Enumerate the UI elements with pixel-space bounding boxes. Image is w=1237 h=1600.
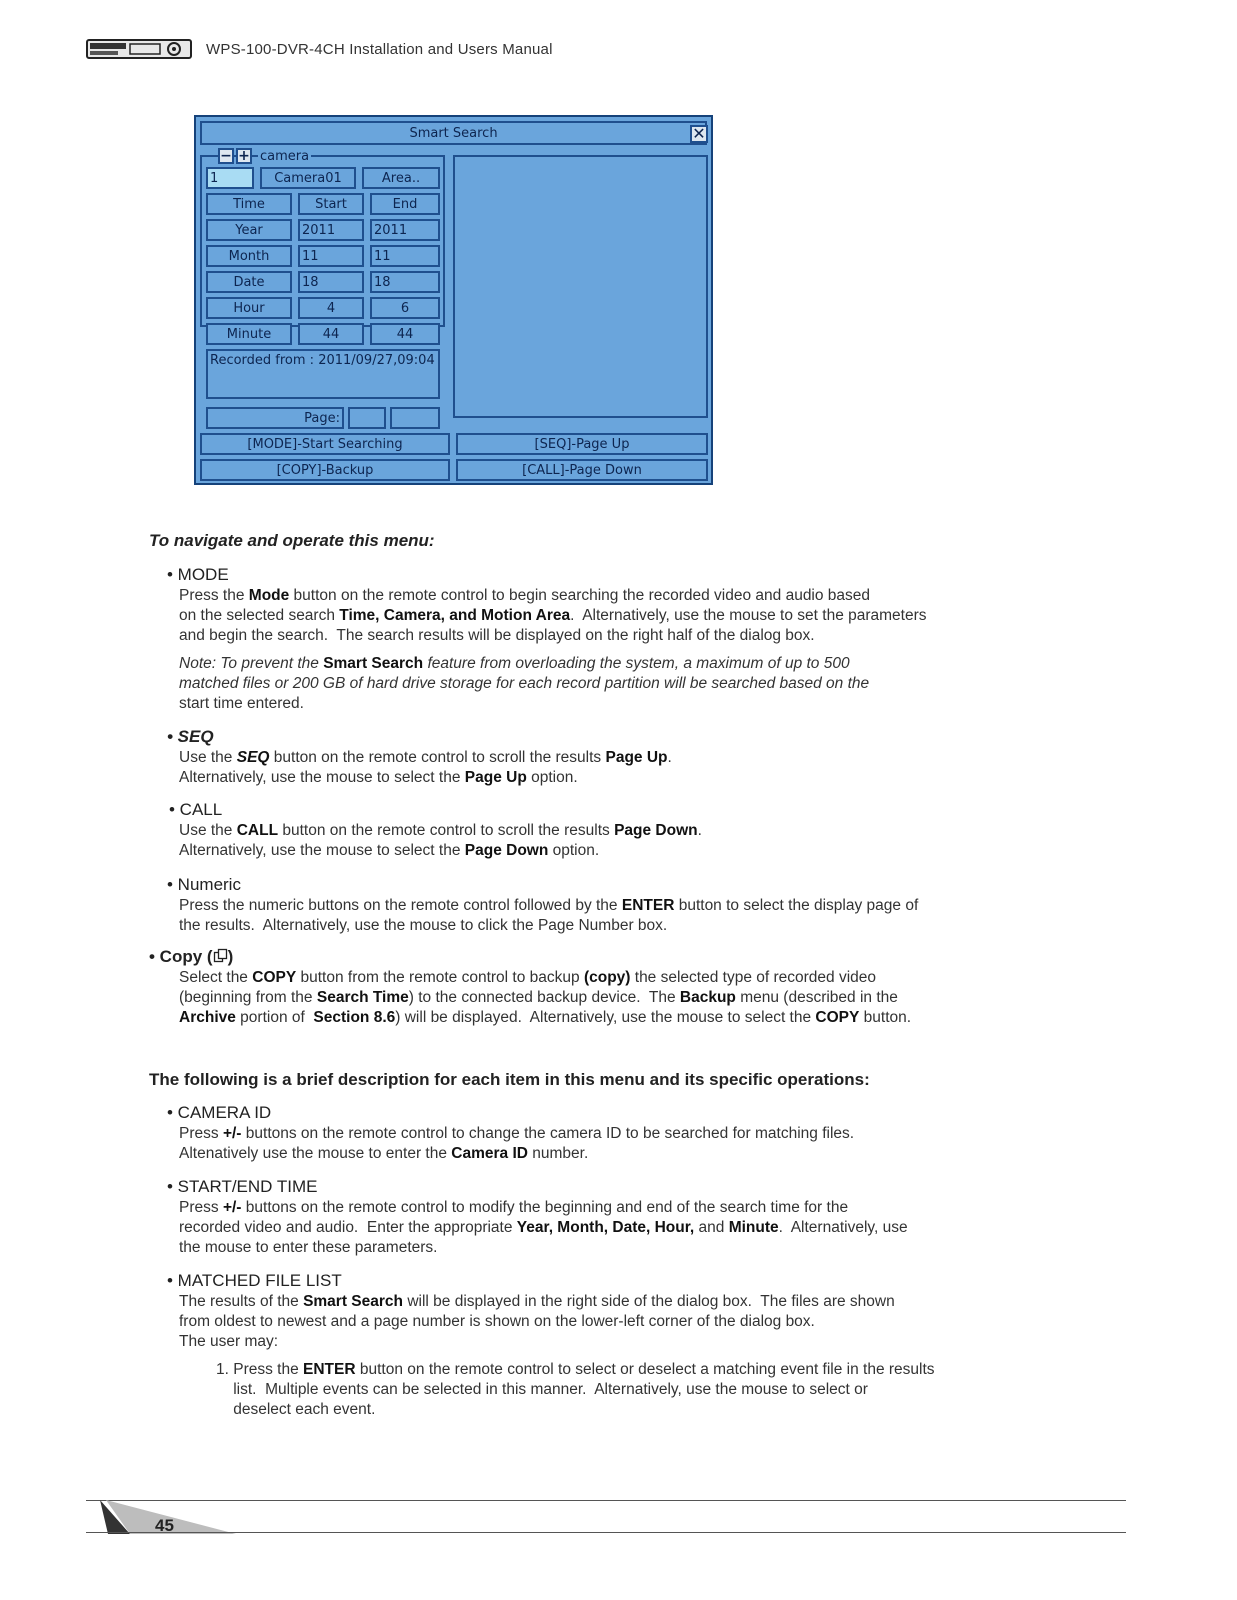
close-icon[interactable]: ✕ — [690, 125, 708, 143]
collapse-button[interactable]: − — [218, 148, 234, 164]
numeric-text: Press the numeric buttons on the remote control followed by the ENTER button to select the display page of the results. Alternatively, use the mouse to click the Page Number box. — [179, 897, 919, 934]
year-label: Year — [206, 219, 292, 241]
hour-start-input[interactable]: 4 — [298, 297, 364, 319]
page-down-button[interactable]: [CALL]-Page Down — [456, 459, 708, 481]
mode-item-title: • MODE — [167, 565, 229, 584]
nav-heading: To navigate and operate this menu: — [149, 531, 435, 550]
dialog-title: Smart Search — [200, 121, 707, 145]
matched-file-list-text: The results of the Smart Search will be displayed in the right side of the dialog box. The files are shown from oldest to newest and a page number is shown on the lower-left corner of the dialog box. — [179, 1293, 895, 1330]
page-up-button[interactable]: [SEQ]-Page Up — [456, 433, 708, 455]
minute-end-input[interactable]: 44 — [370, 323, 440, 345]
page-total-field — [390, 407, 440, 429]
camera-name-field: Camera01 — [260, 167, 356, 189]
year-end-input[interactable]: 2011 — [370, 219, 440, 241]
copy-item-title: • Copy ( ) — [149, 947, 234, 966]
user-may-text: The user may: — [179, 1333, 279, 1350]
month-start-input[interactable]: 11 — [298, 245, 364, 267]
backup-button[interactable]: [COPY]-Backup — [200, 459, 450, 481]
recorded-from-box — [206, 349, 440, 399]
minute-label: Minute — [206, 323, 292, 345]
camera-id-input[interactable]: 1 — [206, 167, 254, 189]
seq-item-title: • SEQ — [167, 727, 214, 746]
expand-button[interactable]: + — [236, 148, 252, 164]
start-header: Start — [298, 193, 364, 215]
time-header: Time — [206, 193, 292, 215]
camera-id-text: Press +/- buttons on the remote control to change the camera ID to be searched for matching files. Altenatively use the mouse to enter the Camera ID number. — [179, 1125, 855, 1162]
start-searching-button[interactable]: [MODE]-Start Searching — [200, 433, 450, 455]
month-label: Month — [206, 245, 292, 267]
page-label: Page: — [206, 407, 344, 429]
hour-end-input[interactable]: 6 — [370, 297, 440, 319]
copy-icon — [213, 948, 228, 963]
date-start-input[interactable]: 18 — [298, 271, 364, 293]
date-label: Date — [206, 271, 292, 293]
hour-label: Hour — [206, 297, 292, 319]
list-step-1: 1. Press the ENTER button on the remote control to select or deselect a matching event file in the results list. Multiple events can be selected in this manner. Alternatively, use the mouse to select or deselect each event. — [216, 1361, 935, 1418]
date-end-input[interactable]: 18 — [370, 271, 440, 293]
page-header — [86, 36, 553, 62]
matched-file-list-item-title: • MATCHED FILE LIST — [167, 1271, 342, 1290]
month-end-input[interactable]: 11 — [370, 245, 440, 267]
footer-rule-bottom — [86, 1532, 1126, 1533]
dvr-device-icon — [86, 38, 192, 60]
seq-text: Use the SEQ button on the remote control to scroll the results Page Up. Alternatively, use the mouse to select the Page Up option. — [179, 749, 672, 786]
desc-heading: The following is a brief description for each item in this menu and its specific operations: — [149, 1070, 870, 1089]
minute-start-input[interactable]: 44 — [298, 323, 364, 345]
page-number-input[interactable] — [348, 407, 386, 429]
recorded-from-text: Recorded from : 2011/09/27,09:04 — [210, 353, 435, 368]
copy-text: Select the COPY button from the remote control to backup (copy) the selected type of recorded video (beginning from the Search Time) to the connected backup device. The Backup menu (described in the Archive portion of Section 8.6) will be displayed. Alternatively, use the mouse to select the COPY button. — [179, 969, 912, 1026]
footer-rule-top — [86, 1500, 1126, 1501]
call-item-title: • CALL — [169, 800, 223, 819]
smart-search-dialog — [194, 115, 713, 485]
start-end-time-text: Press +/- buttons on the remote control to modify the beginning and end of the search time for the recorded video and audio. Enter the appropriate Year, Month, Date, Hour, and Minute. Alternatively, use the mouse to enter these parameters. — [179, 1199, 908, 1256]
page-number: 45 — [155, 1516, 174, 1535]
results-panel[interactable] — [453, 155, 708, 418]
mode-note: Note: To prevent the Smart Search feature from overloading the system, a maximum of up to 500 matched files or 200 GB of hard drive storage for each record partition will be searched based on the start time entered. — [179, 655, 870, 712]
manual-title: WPS-100-DVR-4CH Installation and Users Manual — [206, 40, 553, 58]
start-end-time-item-title: • START/END TIME — [167, 1177, 318, 1196]
camera-id-item-title: • CAMERA ID — [167, 1103, 272, 1122]
year-start-input[interactable]: 2011 — [298, 219, 364, 241]
camera-group-label: camera — [260, 149, 310, 164]
numeric-item-title: • Numeric — [167, 875, 241, 894]
end-header: End — [370, 193, 440, 215]
mode-text: Press the Mode button on the remote control to begin searching the recorded video and audio based on the selected search Time, Camera, and Motion Area. Alternatively, use the mouse to set the parameters and begin the search. The search results will be displayed on the right half of the dialog box. — [179, 587, 927, 644]
call-text: Use the CALL button on the remote control to scroll the results Page Down. Alternatively, use the mouse to select the Page Down option. — [179, 822, 702, 859]
area-button[interactable]: Area.. — [362, 167, 440, 189]
